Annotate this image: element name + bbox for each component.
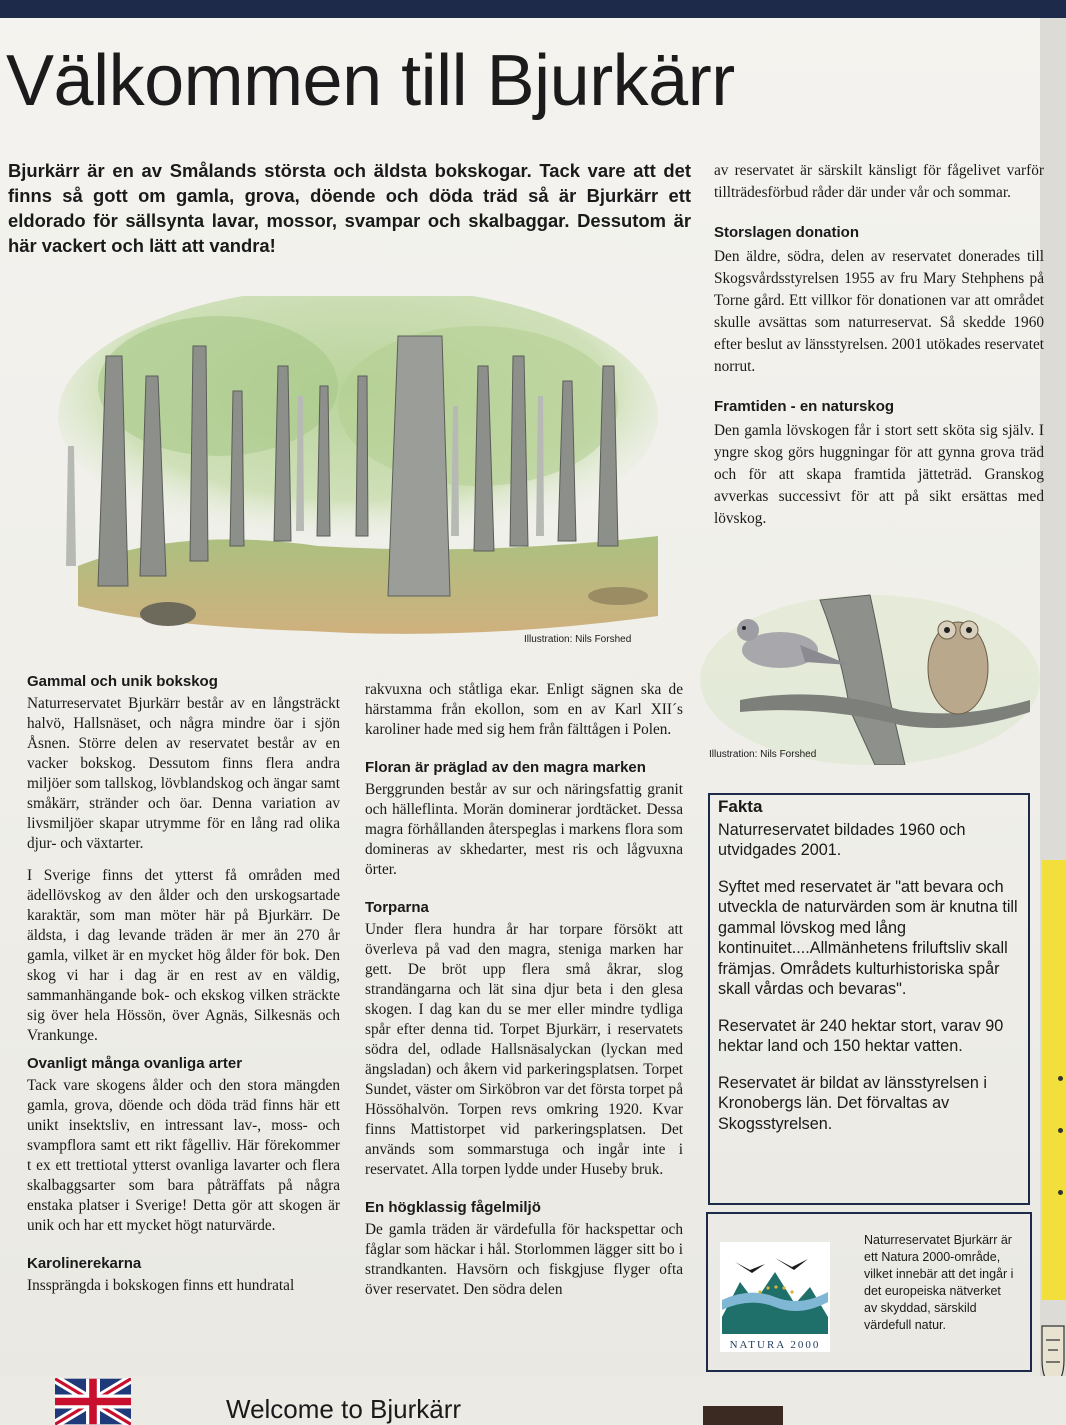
facts-title: Fakta [718,797,763,816]
right-column [714,160,1044,538]
panel-dot [1058,1128,1063,1133]
heading-rare-species: Ovanligt många ovanliga arter [27,1055,243,1072]
paragraph: Tack vare skogens ålder och den stora mängden gamla, grova, döende och döda träd finns här ett unikt insektsliv, en intressant lav-, moss- och svampflora samt ett rikt fågelliv. Här förekommer t ex ett trettiotal ytterst ovanliga lavarter och flera skalbaggsarter som bara påträffats på några enstaka platser i Sverige! Detta gör att skogen är unik och har ett mycket högt naturvärde. [27,1077,340,1234]
heading-future: Framtiden - en naturskog [714,398,895,415]
heading-bird-environment: En högklassig fågelmiljö [365,1199,541,1216]
english-section-top [0,1376,1066,1425]
forest-illustration [58,296,673,656]
paragraph: Den äldre, södra, delen av reservatet donerades till Skogsvårdsstyrelsen 1955 av fru Mary Stehphens på Torne gård. Ett villkor för donationen var att området skulle avsättas som naturreservat. Så skedde 1960 efter beslut av länsstyrelsen. 2001 utökades reservatet norrut. [714,248,1044,375]
uk-flag-icon [55,1378,131,1425]
paragraph: rakvuxna och ståtliga ekar. Enligt sägnen ska de härstamma från ekollon, som en av Karl XII´s karoliner hade med sig hem från fälttågen i Polen. [365,681,683,738]
paragraph: Inssprängda i bokskogen finns ett hundratal [27,1277,295,1294]
paragraph: Den gamla lövskogen får i stort sett sköta sig själv. I yngre skog görs huggningar för att gynna grova träd och för att skapa framtida jätteträd. Granskog avverkas successivt för att på sikt ersättas med lövskog. [714,422,1044,527]
heading-flora: Floran är präglad av den magra marken [365,759,646,776]
owl-icon [928,621,988,714]
paragraph: I Sverige finns det ytterst få områden med ädellövskog av den ålder och den urskogsartade karaktär, som man möter här på Bjurkärr. De äldsta, i dag levande träden är mer än 270 år gamla, vilket är en mycket hög ålder för bok. Den skog vi har i dag är en rest av en väldig, sammanhängande bok- och ekskog vilken sträckte sig över hela Hössön, över Agnäs, Silkesnäs och Vrankunge. [27,867,340,1044]
english-welcome-title: Welcome to Bjurkärr [226,1394,462,1424]
paragraph: Berggrunden består av sur och näringsfattig granit och hälleflinta. Morän dominerar jordtäcket. Dessa magra förhållanden återspeglas i markens flora som domineras av skhedarter, mest ris och lågvuxna örter. [365,781,683,878]
natura-2000-text: Naturreservatet Bjurkärr är ett Natura 2000-område, vilket innebär att det ingår i det europeiska nätverket av skyddad, särskild värdefull natur. [864,1233,1014,1332]
paragraph: Under flera hundra år har torpare försökt att överleva på vad den magra, steniga marken har gett. De bröt upp flera små åkrar, slog strandängarna och lät sina djur beta i den glesa skogen. I dag kan du se mer eller mindre tydliga spår efter denna tid. Torpet Bjurkärr, i reservatets södra del, odlade Hallsnäsalyckan (lyckan med ängsladan) och åkern vid parkeringsplatsen. Torpet Sundet, väster om Sirköbron var det första torpet på Hössöhalvön. Torpen revs omkring 1920. Kvar finns Mattistorpet vid parkeringsplatsen. Det används som sommarstuga och ingår inte i reservatet. Alla torpen lydde under Huseby bruk. [365,921,683,1178]
facts-paragraph: Naturreservatet bildades 1960 och utvidgades 2001. [718,820,966,859]
facts-paragraph: Reservatet är bildat av länsstyrelsen i Kronobergs län. Det förvaltas av Skogsstyrelsen. [718,1073,988,1133]
facts-paragraph: Reservatet är 240 hektar stort, varav 90 hektar land och 150 hektar vatten. [718,1016,1004,1055]
facts-box [708,793,1030,1205]
paragraph: av reservatet är särskilt känsligt för fågelivet varför tillträdesförbud råder där under vår och sommar. [714,162,1044,201]
heading-donation: Storslagen donation [714,224,860,241]
birds-illustration [700,590,1040,765]
forest-illustration-credit: Illustration: Nils Forshed [524,634,632,645]
birds-illustration-credit: Illustration: Nils Forshed [709,749,817,760]
panel-dot [1058,1190,1063,1195]
heading-carolean-oaks: Karolinerekarna [27,1255,142,1272]
left-column [27,672,340,1304]
panel-dot [1058,1076,1063,1081]
sign-frame-top [0,0,1066,18]
sign-title: Välkommen till Bjurkärr [6,41,735,121]
natura-2000-box [706,1212,1032,1372]
middle-column [365,680,683,1308]
intro-paragraph: Bjurkärr är en av Smålands största och äldsta bokskogar. Tack vare att det finns så gott om gamla, grova, döende och döda träd så är Bjurkärr ett eldorado för sällsynta lavar, mossor, svampar och skalbaggar. Dessutom är här vackert och lätt att vandra! [8,160,691,256]
paragraph: Naturreservatet Bjurkärr består av en långsträckt halvö, Hallsnäset, och några mindre öar i sjön Åsnen. Större delen av reservatet består av en vacker bokskog. Dessutom finns flera andra miljöer som tallskog, lövblandskog och ängar samt småkärr, stränder och öar. Denna variation av livsmiljöer skapar utrymme för en lång rad olika djur- och växtarter. [27,695,340,852]
natura-2000-logo [720,1242,830,1352]
natura-logo-text: NATURA 2000 [729,1339,821,1351]
paragraph: De gamla träden är värdefulla för hackspettar och fåglar som häckar i hål. Storlommen lägger sitt bo i strandkanten. Havsörn och fiskgjuse flyger ofta över reservatet. Den södra delen [365,1221,683,1298]
dark-block [703,1406,783,1425]
heading-crofters: Torparna [365,899,429,916]
facts-paragraph: Syftet med reservatet är "att bevara och utveckla de naturvärden som är knutna till gammal lövskog med lång kontinuitet....Allmänhetens friluftsliv skall främjas. Områdets kulturhistoriska spår skall vårdas och bevaras". [718,877,1018,998]
heading-old-beech-forest: Gammal och unik bokskog [27,673,218,690]
